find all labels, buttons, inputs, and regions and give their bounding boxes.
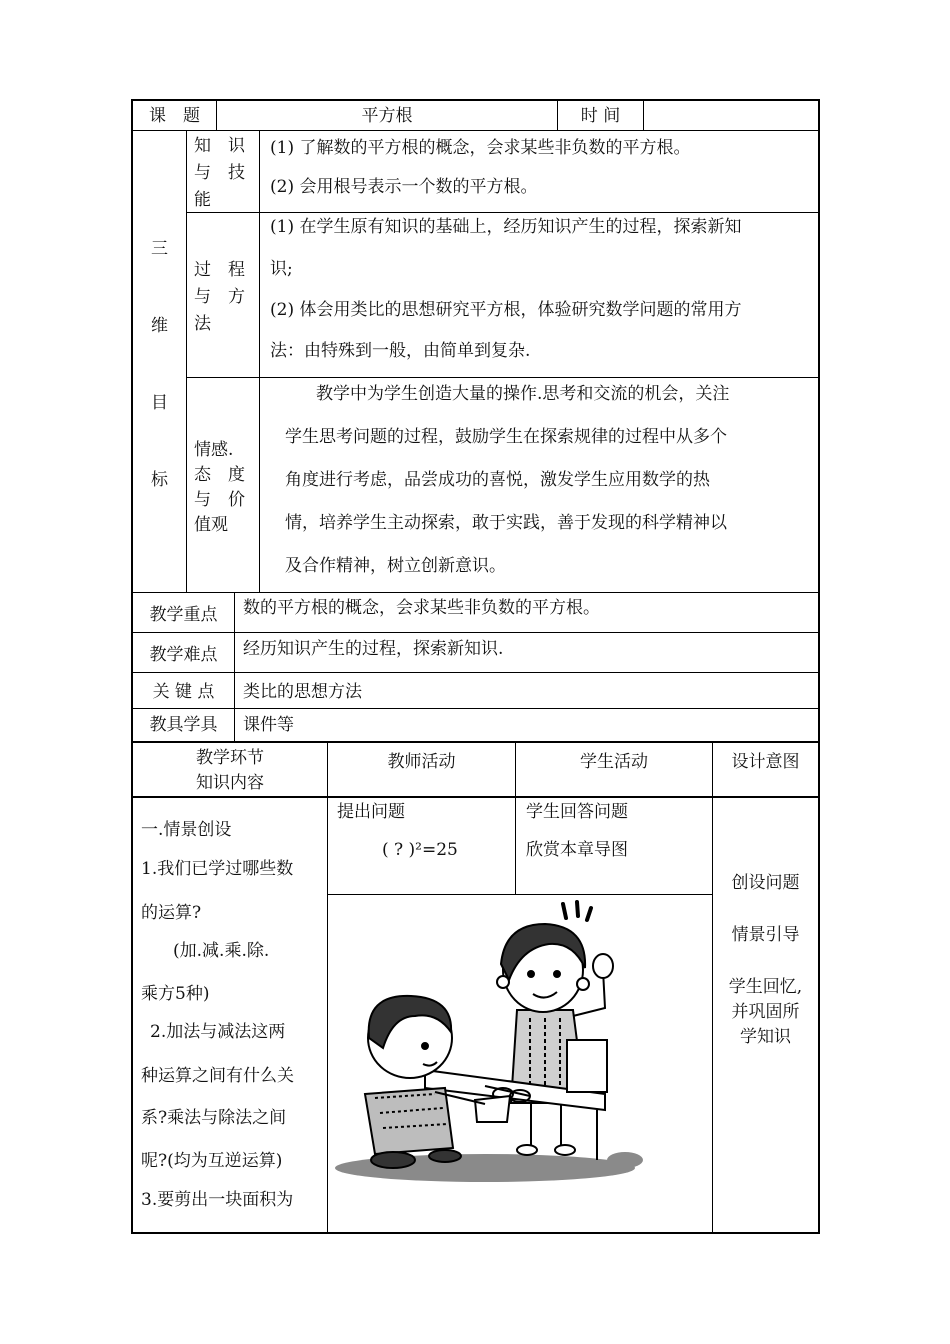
key-points-label: 教学重点 [149,605,218,625]
rule-knowledge [186,212,820,213]
attitude-line-5: 及合作精神，树立创新意识。 [285,556,506,576]
knowledge-line-1: (1) 了解数的平方根的概念，会求某些非负数的平方根。 [270,138,691,158]
rule-process-header [131,796,820,798]
classroom-illustration [335,898,645,1186]
objectives-side-label-1: 三 [151,239,168,259]
rule-header [131,130,820,131]
student-line-2: 欣赏本章导图 [526,840,628,860]
keypoint-label: 关 键 点 [152,682,215,702]
attitude-label-1: 情感. [194,440,234,460]
tools-label: 教具学具 [149,715,218,735]
col4-header: 设计意图 [731,752,800,772]
student-line-1: 学生回答问题 [526,802,628,822]
attitude-line-1: 教学中为学生创造大量的操作.思考和交流的机会，关注 [316,384,730,404]
paper-sheet [475,1096,510,1122]
key-points-value: 数的平方根的概念，会求某些非负数的平方根。 [243,598,600,618]
objectives-side-label-3: 目 [151,393,168,413]
content-line-4: (加.减.乘.除. [173,941,270,961]
objectives-side-label-4: 标 [151,470,168,490]
difficulty-value: 经历知识产生的过程，探索新知识. [243,639,504,659]
keypoint-value: 类比的思想方法 [243,682,362,702]
topic-value: 平方根 [361,106,413,126]
difficulty-label: 教学难点 [149,645,218,665]
border-left [131,99,133,1233]
col1-header-line-2: 知识内容 [196,773,264,793]
content-line-2: 1.我们已学过哪些数 [141,859,294,879]
intent-line-5: 学知识 [740,1027,791,1047]
knowledge-label-2: 与 技 [194,163,245,183]
rule-v-rows [234,592,235,742]
col1-header-line-1: 教学环节 [196,748,264,768]
rule-activity [327,894,712,895]
teacher-line-2: ( ? )²=25 [382,840,458,860]
process-line-4: 法：由特殊到一般，由简单到复杂. [270,341,531,361]
rule-process [186,377,820,378]
content-line-3: 的运算? [141,903,202,923]
rule-v-header-3 [643,99,644,130]
rule-v-objectives-1 [186,130,187,592]
process-line-1: (1) 在学生原有知识的基础上，经历知识产生的过程，探索新知 [270,217,742,237]
attitude-label-4: 值观 [194,515,228,535]
rule-bottom [131,1232,820,1234]
attitude-line-2: 学生思考问题的过程，鼓励学生在探索规律的过程中从多个 [285,427,727,447]
process-label-1: 过 程 [194,260,245,280]
intent-line-3: 学生回忆, [728,977,803,997]
col2-header: 教师活动 [387,752,456,772]
content-line-1: 一.情景创设 [141,820,232,840]
intent-line-2: 情景引导 [731,925,800,945]
border-right [818,99,820,1233]
process-label-2: 与 方 [194,287,245,307]
teacher-line-1: 提出问题 [337,802,405,822]
content-line-7: 种运算之间有什么关 [141,1066,294,1086]
content-line-9: 呢?(均为互逆运算) [141,1151,283,1171]
attitude-label-2: 态 度 [194,465,245,485]
process-line-3: (2) 体会用类比的思想研究平方根，体验研究数学问题的常用方 [270,300,742,320]
rule-v-process-1 [327,742,328,1232]
process-label-3: 法 [194,314,211,334]
knowledge-label-1: 知 识 [194,136,245,156]
knowledge-label-3: 能 [194,190,211,210]
attitude-line-4: 情，培养学生主动探索，敢于实践，善于发现的科学精神以 [285,513,727,533]
knowledge-line-2: (2) 会用根号表示一个数的平方根。 [270,177,538,197]
intent-line-1: 创设问题 [731,873,800,893]
content-line-10: 3.要剪出一块面积为 [141,1190,294,1210]
rule-v-objectives-2 [259,130,260,592]
content-line-8: 系?乘法与除法之间 [141,1108,287,1128]
excitement-marks-icon [563,902,591,920]
content-line-6: 2.加法与减法这两 [150,1022,286,1042]
content-line-5: 乘方5种) [141,984,210,1004]
shadow-right [607,1152,643,1168]
intent-line-4: 并巩固所 [731,1002,800,1022]
rule-top [131,99,820,101]
attitude-line-3: 角度进行考虑，品尝成功的喜悦，激发学生应用数学的热 [285,470,710,490]
col3-header: 学生活动 [580,752,648,772]
attitude-label-3: 与 价 [194,490,245,510]
time-label: 时 间 [580,106,621,126]
tools-value: 课件等 [243,715,294,735]
objectives-side-label-2: 维 [151,316,168,336]
topic-label: 课 题 [149,106,200,126]
process-line-2: 识; [270,259,293,279]
